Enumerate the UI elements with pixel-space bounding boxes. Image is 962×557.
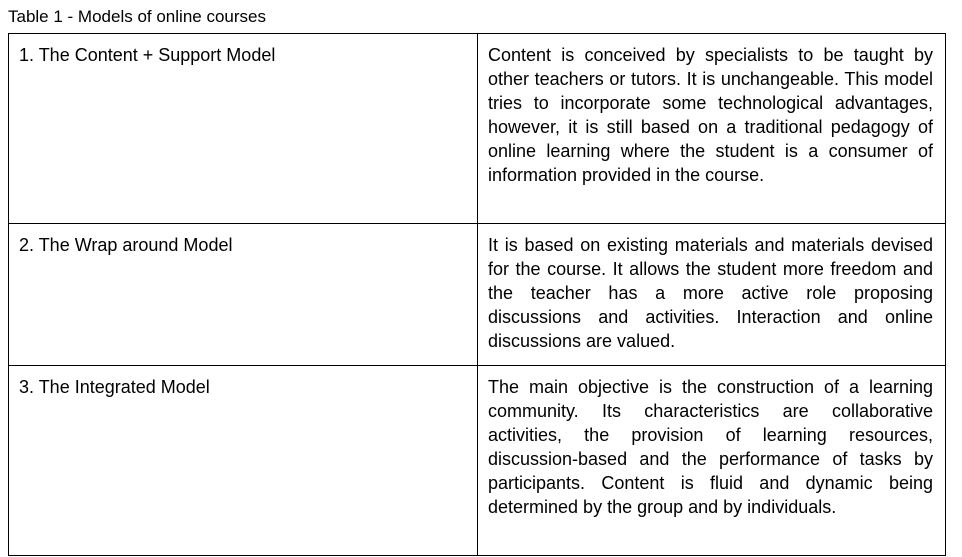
model-name-cell: 3. The Integrated Model (9, 366, 478, 556)
model-description-cell: Content is conceived by specialists to be taught by other teachers or tutors. It is unchangeable. This model tries to incorporate some technological advantages, however, it is still based on a traditional pedagogy of online learning where the student is a consumer of information provided in the course. (478, 34, 946, 224)
model-name-cell: 1. The Content + Support Model (9, 34, 478, 224)
table-row (9, 224, 946, 366)
models-table (8, 33, 946, 556)
model-name-cell: 2. The Wrap around Model (9, 224, 478, 366)
model-description-cell: The main objective is the construction of a learning community. Its characteristics are collaborative activities, the provision of learning resources, discussion-based and the performance of tasks by participants. Content is fluid and dynamic being determined by the group and by individuals. (478, 366, 946, 556)
table-row (9, 366, 946, 556)
table-row (9, 34, 946, 224)
table-caption: Table 1 - Models of online courses (8, 7, 266, 26)
model-description-cell: It is based on existing materials and materials devised for the course. It allows the student more freedom and the teacher has a more active role proposing discussions and activities. Interaction and online discussions are valued. (478, 224, 946, 366)
